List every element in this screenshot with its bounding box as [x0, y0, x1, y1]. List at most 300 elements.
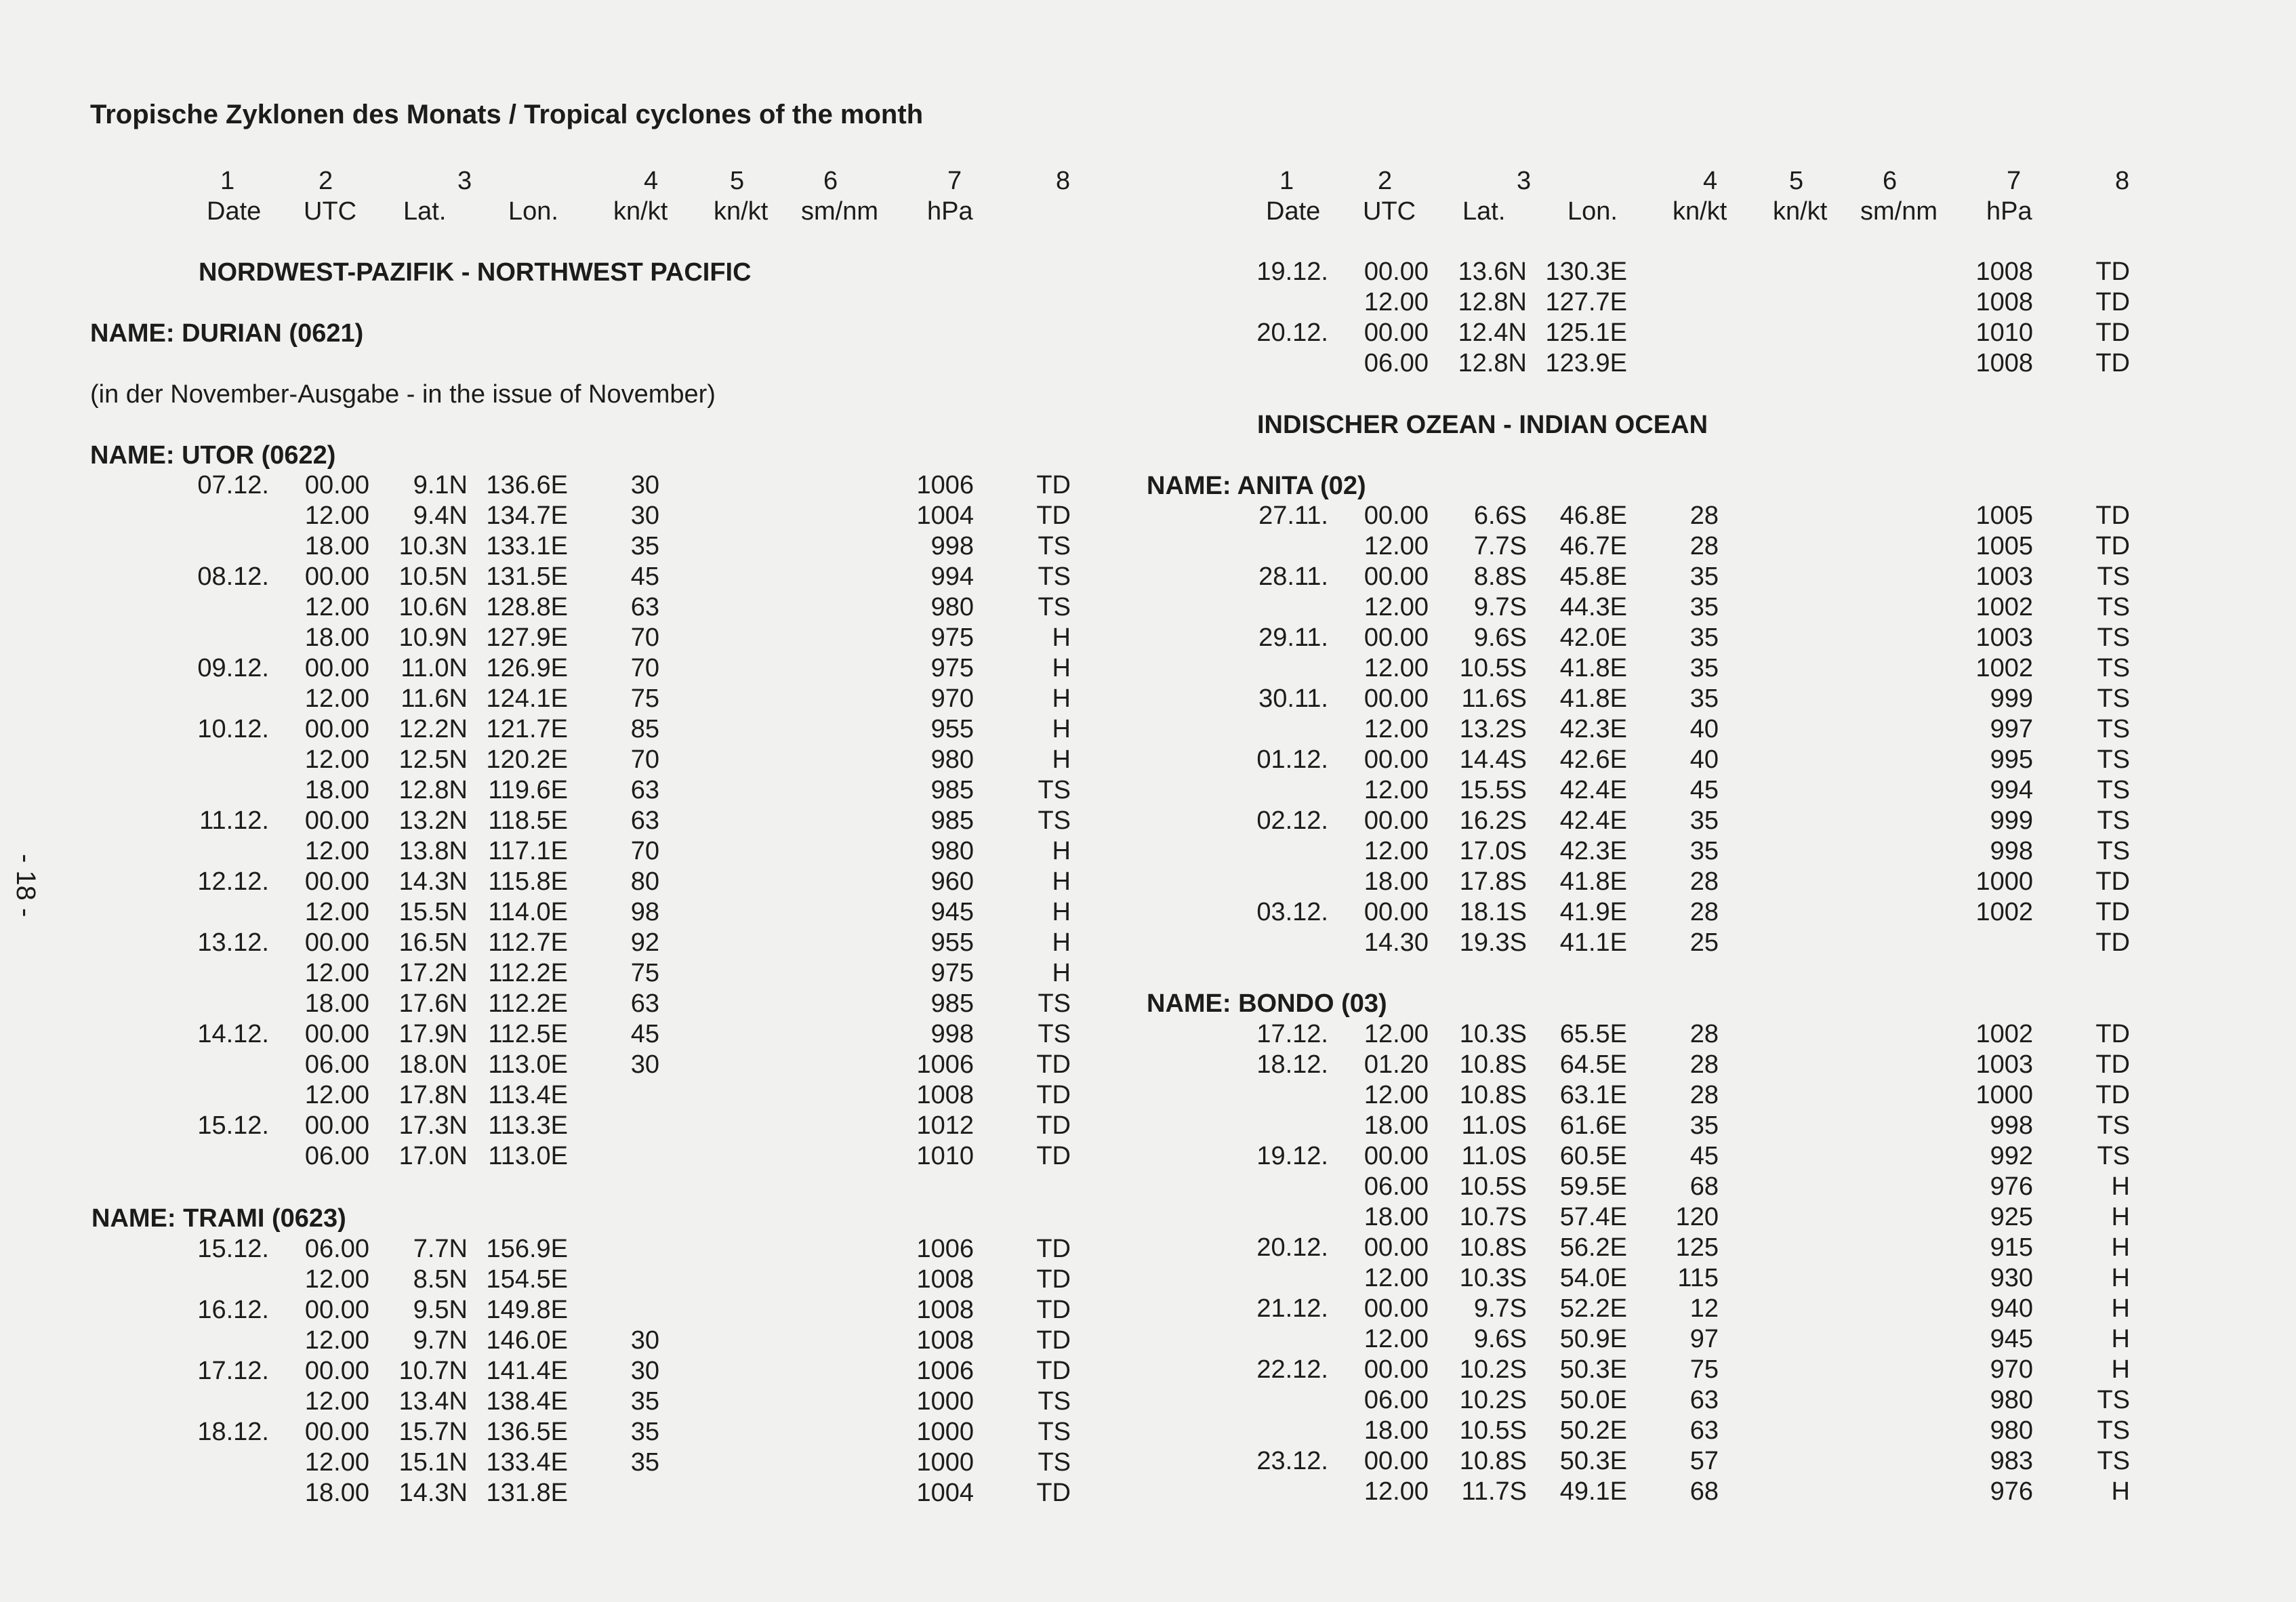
cell-lat: 10.5N — [398, 562, 468, 591]
cell-lon: 41.8E — [1559, 654, 1627, 682]
cell-pressure: 1010 — [1975, 319, 2033, 347]
cell-lon: 117.1E — [488, 837, 568, 865]
cell-lon: 113.3E — [488, 1111, 568, 1140]
cell-class: H — [1052, 684, 1071, 713]
cell-class: TS — [1038, 776, 1071, 804]
cell-date: 23.12. — [1256, 1447, 1328, 1475]
page-number: - 18 - — [11, 854, 41, 918]
col-number-7: 7 — [947, 167, 962, 195]
cell-utc: 00.00 — [304, 1296, 369, 1324]
cell-pressure: 940 — [1990, 1294, 2033, 1323]
cell-date: 13.12. — [197, 928, 269, 957]
cell-lon: 127.9E — [486, 623, 568, 652]
cell-lon: 42.3E — [1559, 837, 1627, 865]
cell-lat: 10.5S — [1459, 654, 1527, 682]
cell-utc: 12.00 — [304, 959, 369, 987]
table-row — [0, 1385, 2296, 1416]
cell-pressure: 955 — [930, 928, 974, 957]
cell-class: H — [1052, 959, 1071, 987]
table-row — [0, 989, 2296, 1019]
cell-lon: 126.9E — [486, 654, 568, 682]
cell-wind: 28 — [1689, 501, 1719, 530]
cell-lon: 42.3E — [1559, 715, 1627, 743]
cell-utc: 12.00 — [304, 593, 369, 621]
cell-pressure: 1008 — [916, 1081, 974, 1109]
table-row — [0, 562, 2296, 592]
cell-utc: 12.00 — [1364, 1264, 1429, 1292]
table-row — [0, 1080, 2296, 1111]
cell-utc: 06.00 — [304, 1050, 369, 1079]
cell-lat: 9.6S — [1473, 623, 1527, 652]
cell-lat: 10.7S — [1459, 1203, 1527, 1231]
cell-utc: 18.00 — [304, 776, 369, 804]
cell-pressure: 1008 — [916, 1326, 974, 1355]
cell-lon: 112.2E — [488, 959, 568, 987]
cell-lon: 49.1E — [1559, 1477, 1627, 1506]
cell-class: TS — [2097, 837, 2130, 865]
cell-class: TS — [1038, 532, 1071, 560]
cell-pressure: 1012 — [916, 1111, 974, 1140]
cell-utc: 12.00 — [1364, 1477, 1429, 1506]
col-label-date: Date — [207, 197, 262, 226]
table-row — [0, 806, 2296, 836]
cell-utc: 18.00 — [1364, 1111, 1429, 1140]
cell-pressure: 980 — [930, 745, 974, 774]
col-label-utc: UTC — [1363, 197, 1416, 226]
col-number-3: 3 — [457, 167, 472, 195]
cell-date: 16.12. — [197, 1296, 269, 1324]
cell-lon: 131.8E — [486, 1479, 568, 1507]
cell-class: TS — [2097, 715, 2130, 743]
cell-lon: 59.5E — [1559, 1172, 1627, 1201]
cell-pressure: 997 — [1990, 715, 2033, 743]
cell-date: 30.11. — [1258, 684, 1328, 713]
cell-date: 15.12. — [197, 1111, 269, 1140]
cell-class: TD — [1036, 1235, 1071, 1263]
cell-utc: 14.30 — [1364, 928, 1429, 957]
cell-date: 20.12. — [1256, 319, 1328, 347]
cell-lon: 124.1E — [486, 684, 568, 713]
cyclone-name-trami: NAME: TRAMI (0623) — [91, 1204, 346, 1233]
cell-wind: 35 — [1689, 654, 1719, 682]
cell-wind: 35 — [1689, 1111, 1719, 1140]
cell-class: TS — [2097, 1386, 2130, 1414]
cell-lon: 125.1E — [1545, 319, 1627, 347]
cell-pressure: 955 — [930, 715, 974, 743]
cell-date: 02.12. — [1256, 806, 1328, 835]
cell-lon: 133.4E — [486, 1448, 568, 1477]
cell-lon: 64.5E — [1559, 1050, 1627, 1079]
cell-lat: 17.8S — [1459, 867, 1527, 896]
cell-utc: 12.00 — [1364, 1020, 1429, 1048]
cell-class: TD — [2095, 319, 2130, 347]
cell-date: 28.11. — [1258, 562, 1328, 591]
cell-class: TS — [1038, 1418, 1071, 1446]
table-row — [0, 257, 2296, 287]
cell-lat: 12.8N — [1458, 288, 1527, 316]
cell-wind: 30 — [630, 471, 659, 499]
cell-pressure: 970 — [930, 684, 974, 713]
cell-pressure: 1008 — [1975, 258, 2033, 286]
cell-pressure: 1003 — [1975, 1050, 2033, 1079]
cell-wind: 35 — [630, 1448, 659, 1477]
cell-lat: 15.5S — [1459, 776, 1527, 804]
cell-lon: 41.9E — [1559, 898, 1627, 926]
cell-lat: 13.2S — [1459, 715, 1527, 743]
cell-wind: 63 — [1689, 1386, 1719, 1414]
cell-wind: 57 — [1689, 1447, 1719, 1475]
cell-lon: 41.1E — [1559, 928, 1627, 957]
table-row — [0, 1233, 2296, 1263]
cell-lon: 123.9E — [1545, 349, 1627, 377]
cell-wind: 70 — [630, 623, 659, 652]
cell-date: 10.12. — [197, 715, 269, 743]
cell-lon: 113.0E — [488, 1142, 568, 1170]
cell-lat: 15.5N — [398, 898, 468, 926]
cell-wind: 30 — [630, 501, 659, 530]
col-number-1: 1 — [1279, 167, 1294, 195]
cell-wind: 35 — [1689, 562, 1719, 591]
col-label-gust-kt: kn/kt — [714, 197, 768, 226]
col-label-pressure: hPa — [927, 197, 973, 226]
cell-class: TD — [1036, 1111, 1071, 1140]
cell-date: 08.12. — [197, 562, 269, 591]
cell-pressure: 985 — [930, 989, 974, 1018]
cell-pressure: 975 — [930, 959, 974, 987]
cell-wind: 35 — [630, 532, 659, 560]
cell-class: TS — [2097, 1142, 2130, 1170]
cell-utc: 12.00 — [1364, 715, 1429, 743]
cell-pressure: 994 — [1990, 776, 2033, 804]
cell-wind: 35 — [1689, 623, 1719, 652]
table-row — [0, 348, 2296, 379]
cell-class: TD — [1036, 501, 1071, 530]
col-label-pressure: hPa — [1986, 197, 2032, 226]
table-row — [0, 714, 2296, 745]
cell-utc: 00.00 — [304, 654, 369, 682]
cell-class: H — [1052, 715, 1071, 743]
cell-lat: 15.1N — [398, 1448, 468, 1477]
cell-pressure: 980 — [930, 593, 974, 621]
cell-wind: 30 — [630, 1050, 659, 1079]
cell-pressure: 1008 — [916, 1265, 974, 1294]
cell-utc: 12.00 — [304, 501, 369, 530]
cell-class: TS — [1038, 1387, 1071, 1416]
col-number-2: 2 — [319, 167, 333, 195]
cell-lon: 60.5E — [1559, 1142, 1627, 1170]
cell-class: TD — [1036, 1050, 1071, 1079]
cell-utc: 18.00 — [304, 623, 369, 652]
cell-class: H — [2111, 1172, 2130, 1201]
cell-date: 14.12. — [197, 1020, 269, 1048]
cell-lat: 17.0S — [1459, 837, 1527, 865]
cell-lat: 13.4N — [398, 1387, 468, 1416]
cell-pressure: 1003 — [1975, 623, 2033, 652]
cell-class: H — [2111, 1355, 2130, 1384]
table-row — [0, 928, 2296, 958]
cell-class: TD — [2095, 928, 2130, 957]
cell-class: H — [2111, 1325, 2130, 1353]
cell-lon: 130.3E — [1545, 258, 1627, 286]
cell-pressure: 1005 — [1975, 501, 2033, 530]
cell-lon: 133.1E — [486, 532, 568, 560]
cell-lat: 11.0S — [1461, 1142, 1527, 1170]
cell-lon: 41.8E — [1559, 684, 1627, 713]
cell-utc: 18.00 — [304, 1479, 369, 1507]
cell-utc: 18.00 — [304, 989, 369, 1018]
cell-lat: 11.6N — [401, 684, 468, 713]
cell-utc: 00.00 — [304, 471, 369, 499]
cyclone-name-bondo: NAME: BONDO (03) — [1147, 989, 1387, 1018]
cell-pressure: 1008 — [1975, 349, 2033, 377]
cell-pressure: 998 — [1990, 1111, 2033, 1140]
cell-pressure: 1000 — [916, 1418, 974, 1446]
cell-class: H — [2111, 1477, 2130, 1506]
cell-wind: 28 — [1689, 1050, 1719, 1079]
cell-utc: 12.00 — [1364, 776, 1429, 804]
cell-lat: 13.6N — [1458, 258, 1527, 286]
cell-class: TS — [1038, 989, 1071, 1018]
cell-class: H — [1052, 654, 1071, 682]
cell-pressure: 925 — [1990, 1203, 2033, 1231]
cell-pressure: 1006 — [916, 1050, 974, 1079]
cell-lon: 119.6E — [488, 776, 568, 804]
cell-utc: 12.00 — [304, 684, 369, 713]
cell-wind: 120 — [1675, 1203, 1719, 1231]
cell-lon: 156.9E — [486, 1235, 568, 1263]
cell-lat: 10.9N — [398, 623, 468, 652]
cell-lon: 127.7E — [1545, 288, 1627, 316]
cell-utc: 00.00 — [1364, 1294, 1429, 1323]
cell-lat: 13.8N — [398, 837, 468, 865]
cell-wind: 63 — [630, 806, 659, 835]
cell-utc: 00.00 — [1364, 501, 1429, 530]
cell-wind: 35 — [630, 1418, 659, 1446]
cell-pressure: 980 — [1990, 1416, 2033, 1445]
cell-wind: 68 — [1689, 1172, 1719, 1201]
cell-pressure: 976 — [1990, 1172, 2033, 1201]
cell-lon: 138.4E — [486, 1387, 568, 1416]
cell-wind: 45 — [1689, 1142, 1719, 1170]
cell-lat: 14.3N — [398, 867, 468, 896]
cell-lon: 112.2E — [488, 989, 568, 1018]
col-number-4: 4 — [644, 167, 659, 195]
cell-date: 17.12. — [197, 1357, 269, 1385]
cell-class: TS — [2097, 776, 2130, 804]
cell-utc: 00.00 — [1364, 623, 1429, 652]
table-row — [0, 1416, 2296, 1446]
cell-utc: 00.00 — [1364, 1233, 1429, 1262]
cell-pressure: 1000 — [1975, 867, 2033, 896]
cell-utc: 18.00 — [1364, 867, 1429, 896]
cell-lon: 50.3E — [1559, 1447, 1627, 1475]
cell-pressure: 999 — [1990, 806, 2033, 835]
cell-date: 18.12. — [197, 1418, 269, 1446]
cell-wind: 63 — [630, 593, 659, 621]
cell-wind: 35 — [1689, 593, 1719, 621]
cell-utc: 12.00 — [1364, 654, 1429, 682]
cell-utc: 12.00 — [1364, 593, 1429, 621]
cell-pressure: 1008 — [1975, 288, 2033, 316]
cell-lon: 61.6E — [1559, 1111, 1627, 1140]
cell-lat: 17.8N — [398, 1081, 468, 1109]
cell-lat: 10.6N — [398, 593, 468, 621]
col-label-wind-kt: kn/kt — [613, 197, 668, 226]
cell-lat: 10.3S — [1459, 1020, 1527, 1048]
cell-pressure: 930 — [1990, 1264, 2033, 1292]
cell-lat: 16.5N — [398, 928, 468, 957]
cell-wind: 28 — [1689, 1081, 1719, 1109]
cell-date: 17.12. — [1256, 1020, 1328, 1048]
cell-lat: 10.8S — [1459, 1081, 1527, 1109]
cell-class: H — [1052, 623, 1071, 652]
cell-lon: 114.0E — [488, 898, 568, 926]
cell-utc: 12.00 — [1364, 1081, 1429, 1109]
cell-wind: 70 — [630, 745, 659, 774]
cell-lat: 11.7S — [1461, 1477, 1527, 1506]
cell-lon: 63.1E — [1559, 1081, 1627, 1109]
cell-pressure: 1006 — [916, 1235, 974, 1263]
cell-utc: 06.00 — [1364, 1172, 1429, 1201]
cell-wind: 12 — [1689, 1294, 1719, 1323]
cell-date: 11.12. — [199, 806, 269, 835]
cell-class: H — [1052, 928, 1071, 957]
cell-lon: 136.5E — [486, 1418, 568, 1446]
cell-date: 07.12. — [197, 471, 269, 499]
cell-pressure: 1000 — [916, 1387, 974, 1416]
cell-lat: 19.3S — [1459, 928, 1527, 957]
table-row — [0, 1355, 2296, 1385]
cell-class: H — [1052, 745, 1071, 774]
cell-lon: 120.2E — [486, 745, 568, 774]
cell-date: 03.12. — [1256, 898, 1328, 926]
cell-lon: 149.8E — [486, 1296, 568, 1324]
cell-utc: 12.00 — [304, 898, 369, 926]
cell-lat: 10.5S — [1459, 1172, 1527, 1201]
cell-lon: 50.0E — [1559, 1386, 1627, 1414]
table-row — [0, 531, 2296, 562]
col-label-utc: UTC — [304, 197, 357, 226]
cell-wind: 125 — [1675, 1233, 1719, 1262]
cell-class: TS — [2097, 562, 2130, 591]
table-row — [0, 1141, 2296, 1172]
col-number-8: 8 — [1056, 167, 1071, 195]
cell-utc: 00.00 — [1364, 562, 1429, 591]
cell-lat: 8.8S — [1473, 562, 1527, 591]
table-row — [0, 1202, 2296, 1233]
cell-lon: 65.5E — [1559, 1020, 1627, 1048]
cell-lon: 115.8E — [488, 867, 568, 896]
cell-class: TD — [2095, 532, 2130, 560]
cell-lat: 10.3S — [1459, 1264, 1527, 1292]
cell-pressure: 975 — [930, 623, 974, 652]
cell-utc: 12.00 — [1364, 1325, 1429, 1353]
cell-utc: 18.00 — [1364, 1203, 1429, 1231]
cell-lat: 10.8S — [1459, 1050, 1527, 1079]
cell-utc: 00.00 — [1364, 319, 1429, 347]
cell-lat: 9.7S — [1473, 1294, 1527, 1323]
cell-class: TD — [1036, 1142, 1071, 1170]
cell-lon: 141.4E — [486, 1357, 568, 1385]
cell-wind: 35 — [1689, 837, 1719, 865]
cell-lon: 121.7E — [486, 715, 568, 743]
cyclone-name-anita: NAME: ANITA (02) — [1147, 472, 1366, 500]
cell-pressure: 1000 — [916, 1448, 974, 1477]
cell-wind: 70 — [630, 654, 659, 682]
cell-lat: 9.4N — [413, 501, 468, 530]
cell-class: TD — [1036, 1265, 1071, 1294]
cell-lon: 131.5E — [486, 562, 568, 591]
cell-wind: 75 — [1689, 1355, 1719, 1384]
cell-class: TS — [1038, 1448, 1071, 1477]
cell-date: 29.11. — [1258, 623, 1328, 652]
cell-utc: 12.00 — [1364, 532, 1429, 560]
cell-lat: 11.0S — [1461, 1111, 1527, 1140]
cell-wind: 63 — [630, 776, 659, 804]
cell-utc: 00.00 — [1364, 1447, 1429, 1475]
cell-class: H — [2111, 1233, 2130, 1262]
table-row — [0, 775, 2296, 806]
cell-class: TS — [2097, 623, 2130, 652]
cell-date: 01.12. — [1256, 745, 1328, 774]
col-label-radius-nm: sm/nm — [801, 197, 878, 226]
cell-pressure: 1000 — [1975, 1081, 2033, 1109]
cell-class: TD — [2095, 1020, 2130, 1048]
col-label-lon: Lon. — [1567, 197, 1618, 226]
cell-wind: 35 — [1689, 806, 1719, 835]
col-label-date: Date — [1266, 197, 1321, 226]
col-number-5: 5 — [730, 167, 745, 195]
cell-lat: 14.4S — [1459, 745, 1527, 774]
cell-pressure: 994 — [930, 562, 974, 591]
cell-wind: 92 — [630, 928, 659, 957]
cell-pressure: 1006 — [916, 471, 974, 499]
cell-utc: 00.00 — [304, 562, 369, 591]
cell-class: TD — [2095, 288, 2130, 316]
cell-utc: 00.00 — [1364, 684, 1429, 713]
cell-class: TD — [2095, 501, 2130, 530]
cell-lon: 45.8E — [1559, 562, 1627, 591]
cell-utc: 00.00 — [304, 806, 369, 835]
cell-lat: 9.7N — [413, 1326, 468, 1355]
cell-lat: 10.2S — [1459, 1386, 1527, 1414]
cell-utc: 12.00 — [1364, 288, 1429, 316]
cell-class: H — [1052, 867, 1071, 896]
cell-utc: 06.00 — [1364, 349, 1429, 377]
table-row — [0, 287, 2296, 318]
cell-pressure: 985 — [930, 806, 974, 835]
cell-pressure: 1004 — [916, 501, 974, 530]
cell-class: TD — [2095, 1081, 2130, 1109]
cell-lon: 50.2E — [1559, 1416, 1627, 1445]
cell-lat: 17.6N — [398, 989, 468, 1018]
cell-lat: 10.2S — [1459, 1355, 1527, 1384]
cell-date: 21.12. — [1256, 1294, 1328, 1323]
cell-lat: 12.8N — [398, 776, 468, 804]
cell-wind: 98 — [630, 898, 659, 926]
cell-class: TS — [2097, 1416, 2130, 1445]
cell-lon: 56.2E — [1559, 1233, 1627, 1262]
table-row — [0, 653, 2296, 684]
cell-pressure: 1002 — [1975, 593, 2033, 621]
cell-date: 22.12. — [1256, 1355, 1328, 1384]
cell-date: 18.12. — [1256, 1050, 1328, 1079]
cell-lon: 113.0E — [488, 1050, 568, 1079]
cell-pressure: 985 — [930, 776, 974, 804]
cell-class: TD — [1036, 1326, 1071, 1355]
col-label-lat: Lat. — [403, 197, 447, 226]
cell-class: TD — [2095, 1050, 2130, 1079]
